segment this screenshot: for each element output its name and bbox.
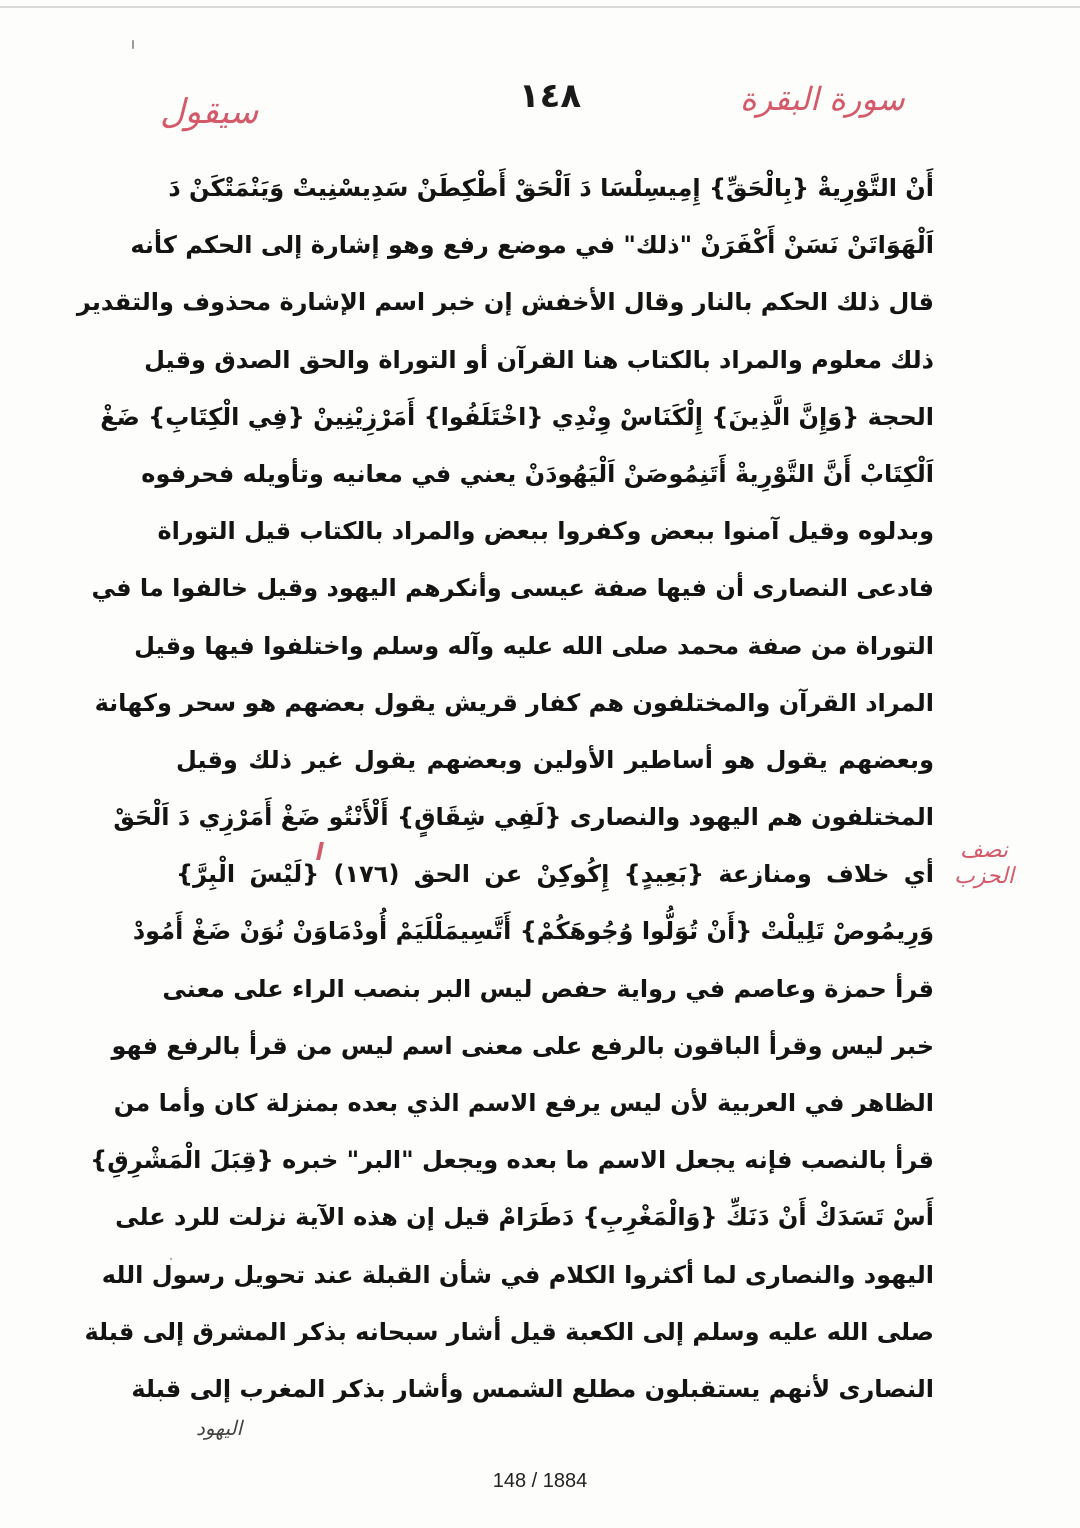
text-line: وَرِيمُوصْ تَلِيلْتْ {أَنْ تُوَلُّوا وُجُوهَكُمْ} أَتَّسِيمَلْلَيَمْ أُودْمَاوَنْ نُوَنْ ضَغْ أَمُودْ <box>132 917 934 946</box>
text-line: فادعى النصارى أن فيها صفة عيسى وأنكرهم اليهود وقيل خالفوا ما في <box>91 574 934 603</box>
text-line: أَسْ تَسَدَكْ أَنْ دَنَكِّ {وَالْمَغْرِبِ} دَطَرَامْ قيل إن هذه الآية نزلت للرد على <box>115 1203 934 1232</box>
text-line: أي خلاف ومنازعة {بَعِيدٍ} إِكُوكِنْ عن الحق (١٧٦) {لَيْسَ الْبِرَّ} <box>176 860 934 889</box>
text-line: اَلْكِتَابْ أَنَّ التَّوْرِيةْ أَتَنِمُوصَنْ اَلْيَهُودَنْ يعني في معانيه وتأويله فحرفوه <box>141 459 934 488</box>
text-line: اَلْهَوَاتَنْ نَسَنْ أَكْفَرَنْ "ذلك" في موضع رفع وهو إشارة إلى الحكم كأنه <box>130 231 934 260</box>
text-line: خبر ليس وقرأ الباقون بالرفع على معنى اسم ليس من قرأ بالرفع فهو <box>111 1031 934 1060</box>
handwritten-hizb-margin-note: نصف الحزب <box>954 838 1014 889</box>
text-line: المختلفون هم اليهود والنصارى {لَفِي شِقَاقٍ} أَلْأَنْتُو ضَغْ أَمَرْزِي دَ اَلْحَقْ <box>113 803 934 832</box>
text-line: قال ذلك الحكم بالنار وقال الأخفش إن خبر اسم الإشارة محذوف والتقدير <box>76 288 934 317</box>
handwritten-juz-note: سيقول <box>160 92 259 132</box>
printed-page-number: ١٤٨ <box>518 76 582 116</box>
text-line: وبعضهم يقول هو أساطير الأولين وبعضهم يقول غير ذلك وقيل <box>176 745 934 774</box>
page-top-edge <box>0 6 1080 8</box>
text-line: وبدلوه وقيل آمنوا ببعض وكفروا ببعض والمراد بالكتاب قيل التوراة <box>157 517 934 546</box>
text-line: اليهود والنصارى لما أكثروا الكلام في شأن القبلة عند تحويل رسول الله <box>101 1260 934 1289</box>
text-line: أَنْ التَّوْرِيةْ {بِالْحَقِّ} إِمِيسِلْسَا دَ اَلْحَقْ أَطْكِطَنْ سَدِيسْنِيتْ وَيَنْمَتْكَنْ دَ <box>168 174 934 202</box>
tafsir-body-text <box>76 160 934 1418</box>
text-line: التوراة من صفة محمد صلى الله عليه وآله وسلم واختلفوا فيها وقيل <box>134 631 934 660</box>
scan-speck <box>132 40 134 49</box>
text-line: المراد القرآن والمختلفون هم كفار قريش يقول بعضهم هو سحر وكهانة <box>94 688 934 717</box>
text-line: قرأ حمزة وعاصم في رواية حفص ليس البر بنصب الراء على معنى <box>162 974 934 1003</box>
text-line: النصارى لأنهم يستقبلون مطلع الشمس وأشار بذكر المغرب إلى قبلة <box>131 1374 934 1403</box>
catchword-note: اليهود <box>196 1416 243 1440</box>
text-line: ذلك معلوم والمراد بالكتاب هنا القرآن أو التوراة والحق الصدق وقيل <box>144 345 934 374</box>
text-line: الظاهر في العربية لأن ليس يرفع الاسم الذي بعده بمنزلة كان وأما من <box>113 1089 934 1117</box>
text-line: الحجة {وَإِنَّ الَّذِينَ} إِلْكَنَاسْ وِنْدِي {اخْتَلَفُوا} أَمَرْزِيْنِينْ {فِي الْكِتَابِ} ضَغْ <box>100 402 934 431</box>
pdf-page-indicator: 148 / 1884 <box>492 1470 588 1492</box>
text-line: صلى الله عليه وسلم إلى الكعبة قيل أشار سبحانه بذكر المشرق إلى قبلة <box>84 1317 934 1346</box>
text-line: قرأ بالنصب فإنه يجعل الاسم ما بعده ويجعل "البر" خبره {قِبَلَ الْمَشْرِقِ} <box>90 1146 934 1175</box>
handwritten-surah-note: سورة البقرة <box>740 80 905 118</box>
